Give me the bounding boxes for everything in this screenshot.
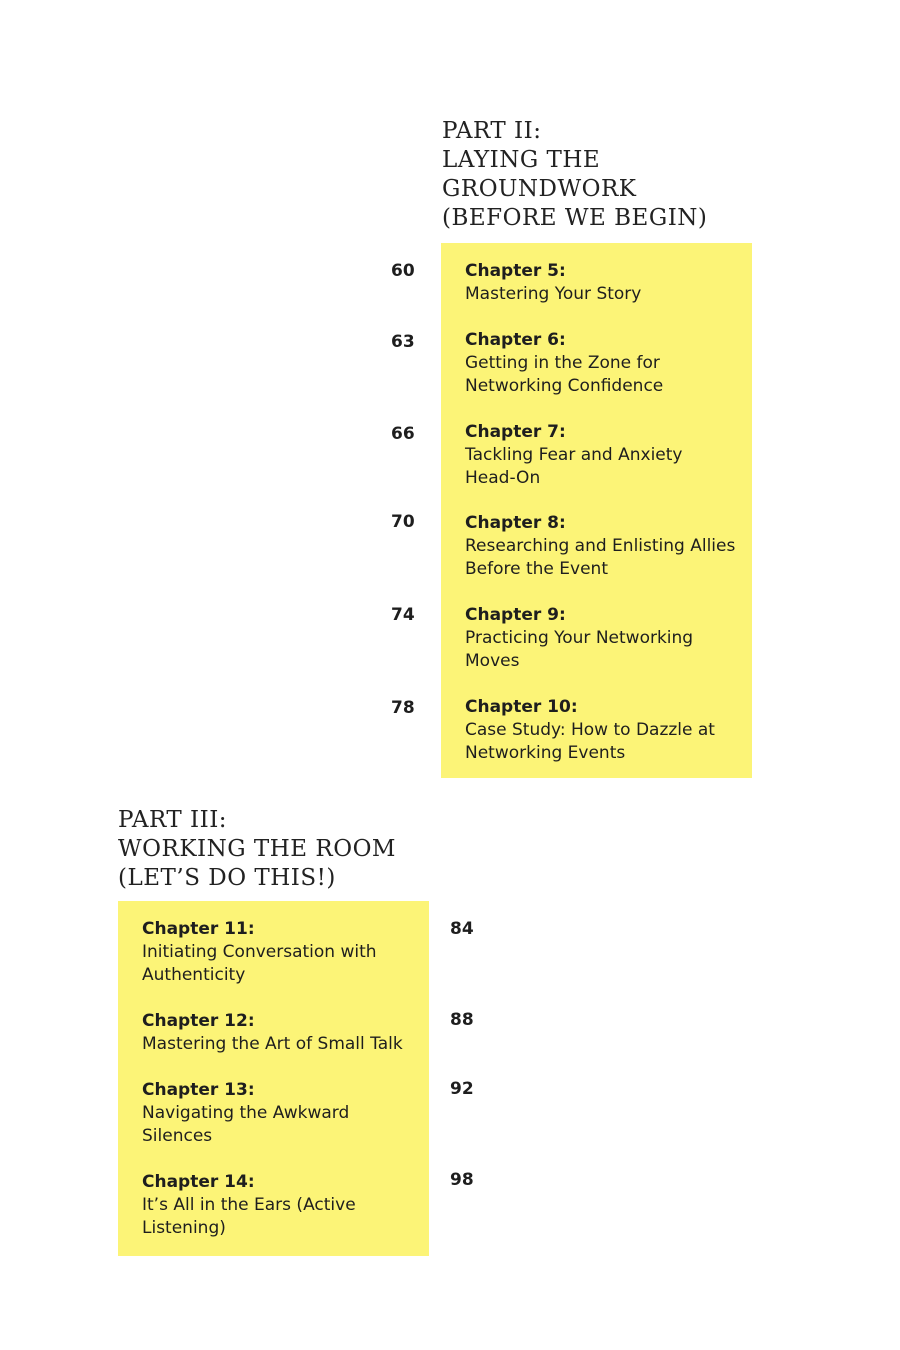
- chapter-title: Mastering Your Story: [465, 284, 642, 304]
- part-3-heading-line: (LET’S DO THIS!): [118, 865, 336, 891]
- chapter-title: Getting in the Zone for Networking Confidence: [465, 353, 664, 396]
- chapter-number: Chapter 10:: [465, 697, 578, 717]
- part-2-chapter-box: [441, 243, 752, 778]
- part-2-heading-line: LAYING THE: [442, 147, 601, 173]
- chapter-title: Case Study: How to Dazzle at Networking Events: [465, 720, 715, 763]
- chapter-number: Chapter 8:: [465, 513, 566, 533]
- chapter-5-entry[interactable]: [465, 260, 744, 306]
- part-2-heading: [442, 117, 707, 233]
- chapter-title: Researching and Enlisting Allies Before the Event: [465, 536, 736, 579]
- chapter-title: Practicing Your Networking Moves: [465, 628, 694, 671]
- chapter-9-entry[interactable]: [465, 604, 744, 673]
- page-number: 92: [450, 1079, 474, 1099]
- chapter-number: Chapter 6:: [465, 330, 566, 350]
- chapter-title: Initiating Conversation with Authenticity: [142, 942, 377, 985]
- chapter-number: Chapter 14:: [142, 1172, 255, 1192]
- chapter-number: Chapter 11:: [142, 919, 255, 939]
- chapter-number: Chapter 9:: [465, 605, 566, 625]
- page-number: 70: [391, 512, 415, 532]
- chapter-title: It’s All in the Ears (Active Listening): [142, 1195, 356, 1238]
- chapter-6-entry[interactable]: [465, 329, 744, 398]
- page-number: 88: [450, 1010, 474, 1030]
- part-3-heading-line: WORKING THE ROOM: [118, 836, 396, 862]
- chapter-7-entry[interactable]: [465, 421, 744, 490]
- page-number: 66: [391, 424, 415, 444]
- chapter-number: Chapter 13:: [142, 1080, 255, 1100]
- part-3-heading: [118, 806, 396, 893]
- page-number: 63: [391, 332, 415, 352]
- chapter-number: Chapter 12:: [142, 1011, 255, 1031]
- part-2-heading-line: PART II:: [442, 118, 542, 144]
- page-number: 74: [391, 605, 415, 625]
- chapter-14-entry[interactable]: [142, 1171, 421, 1240]
- part-2-heading-line: (BEFORE WE BEGIN): [442, 205, 708, 231]
- chapter-number: Chapter 5:: [465, 261, 566, 281]
- page-number: 84: [450, 919, 474, 939]
- chapter-11-entry[interactable]: [142, 918, 421, 987]
- page-number: 60: [391, 261, 415, 281]
- chapter-10-entry[interactable]: [465, 696, 744, 765]
- chapter-title: Mastering the Art of Small Talk: [142, 1034, 403, 1054]
- page-number: 78: [391, 698, 415, 718]
- chapter-title: Navigating the Awkward Silences: [142, 1103, 350, 1146]
- chapter-13-entry[interactable]: [142, 1079, 421, 1148]
- part-3-chapter-box: [118, 901, 429, 1256]
- page-number: 98: [450, 1170, 474, 1190]
- chapter-number: Chapter 7:: [465, 422, 566, 442]
- chapter-title: Tackling Fear and Anxiety Head-On: [465, 445, 683, 488]
- part-3-heading-line: PART III:: [118, 807, 228, 833]
- chapter-8-entry[interactable]: [465, 512, 744, 581]
- chapter-12-entry[interactable]: [142, 1010, 421, 1056]
- part-2-heading-line: GROUNDWORK: [442, 176, 637, 202]
